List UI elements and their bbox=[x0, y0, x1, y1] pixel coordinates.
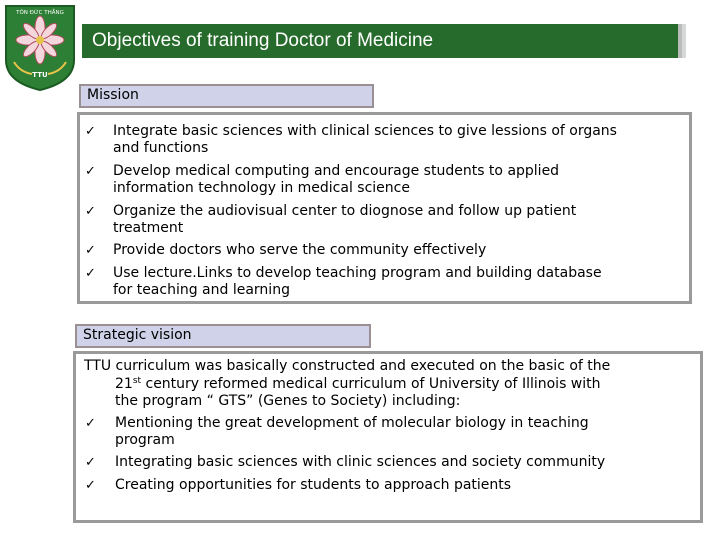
check-icon: ✓ bbox=[85, 243, 96, 258]
vision-label-box bbox=[75, 324, 371, 348]
check-icon: ✓ bbox=[85, 204, 96, 219]
logo-badge: TTU bbox=[32, 71, 48, 79]
ttu-logo bbox=[0, 0, 80, 92]
mission-item-line: treatment bbox=[113, 220, 184, 236]
check-icon: ✓ bbox=[85, 478, 96, 493]
mission-item-line: Develop medical computing and encourage students to applied bbox=[113, 163, 560, 179]
vision-intro bbox=[84, 358, 688, 411]
page-title: Objectives of training Doctor of Medicine bbox=[92, 30, 434, 51]
mission-item-line: Provide doctors who serve the community effectively bbox=[113, 242, 487, 258]
check-icon: ✓ bbox=[85, 124, 96, 139]
mission-label-box bbox=[79, 84, 374, 108]
vision-item-line: program bbox=[115, 432, 175, 448]
logo-arc-text: TÔN ĐỨC THẮNG bbox=[16, 10, 64, 16]
mission-label: Mission bbox=[87, 87, 139, 103]
mission-item-line: Integrate basic sciences with clinical sciences to give lessions of organs bbox=[113, 123, 617, 139]
vision-item-line: Creating opportunities for students to approach patients bbox=[115, 477, 512, 493]
vision-intro-line: century reformed medical curriculum of University of Illinois with bbox=[141, 375, 601, 392]
mission-item-line: information technology in medical science bbox=[113, 180, 410, 196]
vision-intro-st: st bbox=[132, 375, 142, 386]
vision-intro-line: the program “ GTS” (Genes to Society) including: bbox=[115, 393, 461, 409]
check-icon: ✓ bbox=[85, 416, 96, 431]
vision-intro-line: TTU curriculum was basically constructed and executed on the basic of the bbox=[84, 358, 611, 374]
check-icon: ✓ bbox=[85, 455, 96, 470]
vision-item-line: Integrating basic sciences with clinic sciences and society community bbox=[115, 454, 606, 470]
check-icon: ✓ bbox=[85, 164, 96, 179]
mission-item-line: Use lecture.Links to develop teaching program and building database bbox=[113, 265, 602, 281]
vision-label: Strategic vision bbox=[83, 327, 192, 343]
vision-item-line: Mentioning the great development of molecular biology in teaching bbox=[115, 415, 589, 431]
mission-item-line: Organize the audiovisual center to diognose and follow up patient bbox=[113, 203, 577, 219]
check-icon: ✓ bbox=[85, 266, 96, 281]
mission-item-line: and functions bbox=[113, 140, 209, 156]
title-bar bbox=[82, 24, 678, 58]
vision-intro-21: 21 bbox=[115, 375, 133, 392]
mission-item-line: for teaching and learning bbox=[113, 282, 290, 298]
